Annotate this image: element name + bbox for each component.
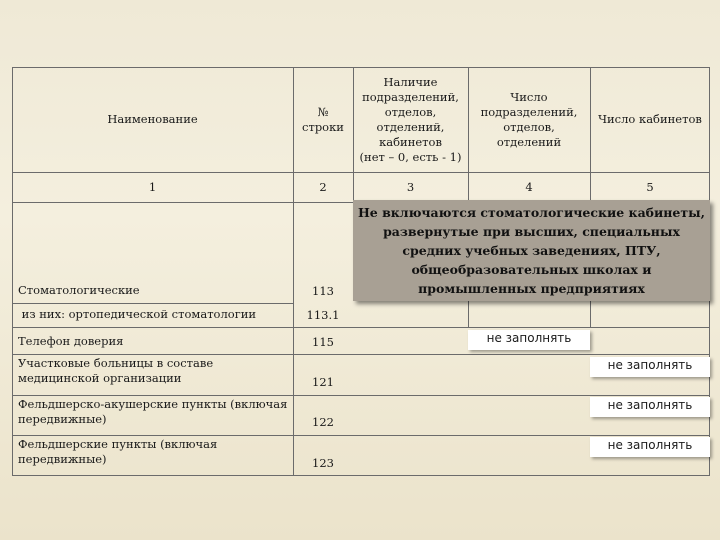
column-number-text: 2 [319,179,327,194]
header-unit-count [468,67,590,172]
do-not-fill-note: не заполнять [590,397,710,417]
column-number-text: 3 [406,179,415,194]
do-not-fill-note: не заполнять [590,357,710,377]
row-code [293,412,353,432]
row-name: Телефон доверия [18,334,124,348]
dental-note-line: средних учебных заведениях, ПТУ, [402,243,661,258]
row-divider [12,303,293,304]
header-name [12,67,293,172]
column-number [590,172,710,202]
header-presence-line: Наличие [383,74,438,89]
header-row-number [293,67,353,172]
header-unit-count-line: отделений [496,134,562,149]
report-table [12,67,710,476]
row-name [18,397,288,427]
header-presence-line: отделений, [376,119,445,134]
header-presence-line: (нет – 0, есть - 1) [359,149,462,164]
col-divider [468,298,469,327]
row-name-line: передвижные) [18,412,107,426]
dental-note-line: промышленных предприятиях [418,281,645,296]
row-name [18,356,288,386]
row-code [293,305,353,325]
column-number-text: 4 [525,179,533,194]
row-name-line: Фельдшерские пункты (включая [18,437,218,451]
row-divider [12,327,710,328]
row-code [293,453,353,473]
row-divider [12,435,710,436]
row-name [18,437,288,467]
header-presence [353,67,468,172]
row-code [293,281,353,301]
row-name-line: медицинской организации [18,371,182,385]
header-unit-count-line: отделов, [503,119,555,134]
header-unit-count-line: Число [510,89,548,104]
row-code-text: 113.1 [306,307,340,322]
row-code-text: 121 [312,374,334,389]
column-number-text: 1 [148,179,157,194]
row-code [293,332,353,352]
dental-note-line: общеобразовательных школах и [411,262,652,277]
row-name-line: Участковые больницы в составе [18,356,214,370]
row-name: из них: ортопедической стоматологии [18,307,257,321]
row-name: Стоматологические [18,283,140,297]
header-unit-count-line: подразделений, [480,104,578,119]
header-cabinet-count [590,67,710,172]
row-code-text: 123 [312,455,334,470]
row-code-text: 113 [312,283,334,298]
column-number-text: 5 [646,179,654,194]
header-cabinet-count-label: Число кабинетов [598,112,702,126]
row-name-line: Фельдшерско-акушерские пункты (включая [18,397,288,411]
row-divider [12,354,710,355]
header-presence-line: подразделений, [362,89,459,104]
row-code-text: 115 [312,334,334,349]
column-number [12,172,293,202]
do-not-fill-note: не заполнять [590,437,710,457]
header-name-label: Наименование [107,112,198,126]
column-number [468,172,590,202]
do-not-fill-note: не заполнять [468,330,590,350]
header-row-number-symbol: № [317,104,329,119]
row-code-text: 122 [312,414,334,429]
row-divider [12,395,710,396]
column-number [293,172,353,202]
header-presence-line: кабинетов [379,134,442,149]
header-presence-line: отделов, [384,104,437,119]
col-divider [590,298,591,327]
dental-note-line: Не включаются стоматологические кабинеты, [357,205,706,220]
dental-note-line: развернутые при высших, специальных [383,224,680,239]
row-name-line: передвижные) [18,452,107,466]
column-number [353,172,468,202]
header-row-number-label: строки [302,119,344,134]
row-code [293,372,353,392]
dental-exclusion-note [353,200,710,301]
